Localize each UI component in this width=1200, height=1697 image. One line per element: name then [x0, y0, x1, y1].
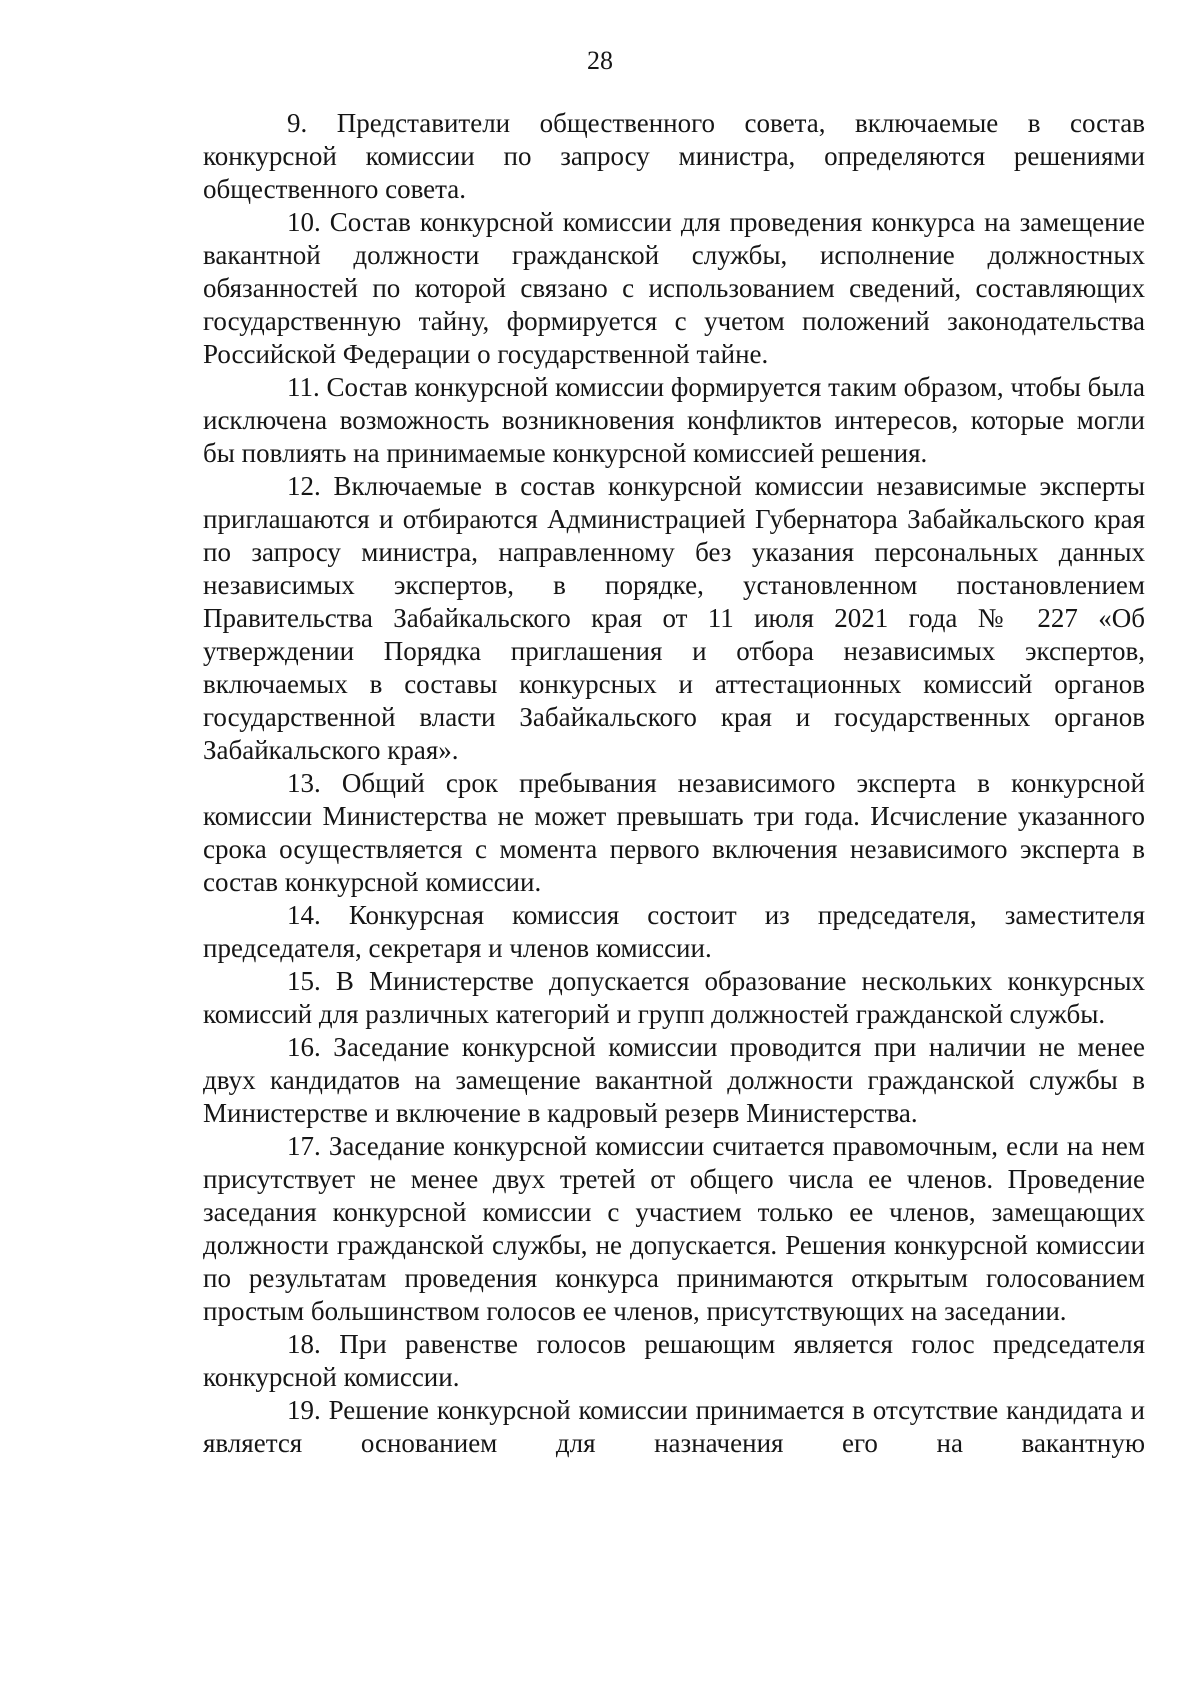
- paragraph-19: 19. Решение конкурсной комиссии принимается в отсутствие кандидата и является основанием для назначения его на вакантную: [203, 1395, 1145, 1458]
- paragraph-16: 16. Заседание конкурсной комиссии проводится при наличии не менее двух кандидатов на замещение вакантной должности гражданской службы в Министерстве и включение в кадровый резерв Министерства.: [203, 1032, 1145, 1128]
- paragraph-13: 13. Общий срок пребывания независимого эксперта в конкурсной комиссии Министерства не может превышать три года. Исчисление указанного срока осуществляется с момента первого включения независимого эксперта в состав конкурсной комиссии.: [203, 768, 1145, 897]
- paragraph-15: 15. В Министерстве допускается образование нескольких конкурсных комиссий для различных категорий и групп должностей гражданской службы.: [203, 966, 1145, 1029]
- page-number: 28: [587, 46, 613, 75]
- paragraph-18: 18. При равенстве голосов решающим является голос председателя конкурсной комиссии.: [203, 1329, 1145, 1392]
- paragraph-11: 11. Состав конкурсной комиссии формируется таким образом, чтобы была исключена возможность возникновения конфликтов интересов, которые могли бы повлиять на принимаемые конкурсной комиссией решения.: [203, 372, 1145, 468]
- document-body: [203, 107, 1145, 1460]
- paragraph-14: 14. Конкурсная комиссия состоит из председателя, заместителя председателя, секретаря и членов комиссии.: [203, 900, 1145, 963]
- paragraph-10: 10. Состав конкурсной комиссии для проведения конкурса на замещение вакантной должности гражданской службы, исполнение должностных обязанностей по которой связано с использованием сведений, составляющих государственную тайну, формируется с учетом положений законодательства Российской Федерации о государственной тайне.: [203, 207, 1145, 369]
- paragraph-12: 12. Включаемые в состав конкурсной комиссии независимые эксперты приглашаются и отбираются Администрацией Губернатора Забайкальского края по запросу министра, направленному без указания персональных данных независимых экспертов, в порядке, установленном постановлением Правительства Забайкальского края от 11 июля 2021 года № 227 «Об утверждении Порядка приглашения и отбора независимых экспертов, включаемых в составы конкурсных и аттестационных комиссий органов государственной власти Забайкальского края и государственных органов Забайкальского края».: [203, 471, 1145, 765]
- paragraph-17: 17. Заседание конкурсной комиссии считается правомочным, если на нем присутствует не менее двух третей от общего числа ее членов. Проведение заседания конкурсной комиссии с участием только ее членов, замещающих должности гражданской службы, не допускается. Решения конкурсной комиссии по результатам проведения конкурса принимаются открытым голосованием простым большинством голосов ее членов, присутствующих на заседании.: [203, 1131, 1145, 1326]
- paragraph-9: 9. Представители общественного совета, включаемые в состав конкурсной комиссии по запросу министра, определяются решениями общественного совета.: [203, 108, 1145, 204]
